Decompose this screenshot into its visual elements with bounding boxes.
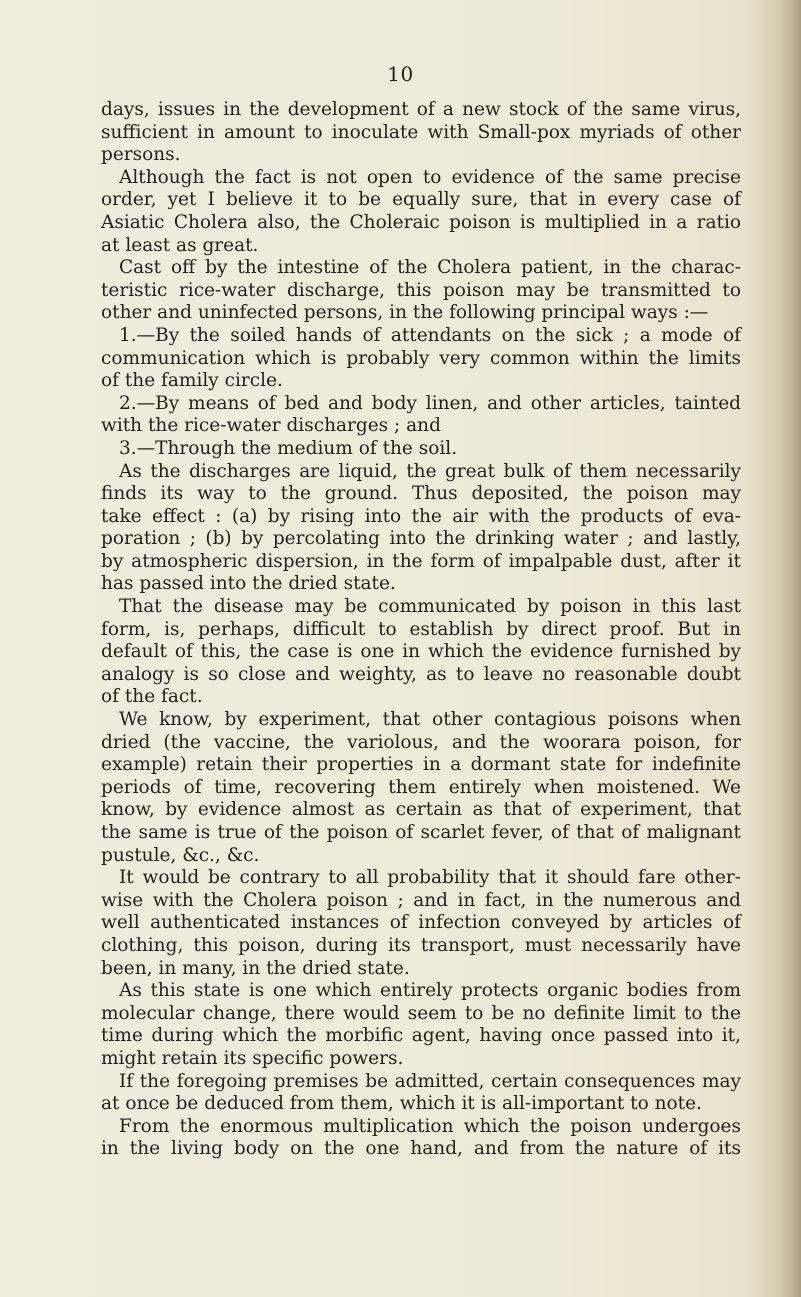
text-line: of the family circle. bbox=[101, 370, 283, 392]
text-line: know, by evidence almost as certain as that of experiment, that bbox=[101, 799, 741, 821]
text-line: by atmospheric dispersion, in the form of impalpable dust, after it bbox=[101, 550, 741, 572]
text-line: That the disease may be communicated by poison in this last bbox=[119, 596, 741, 618]
text-line: pustule, &c., &c. bbox=[101, 844, 260, 866]
text-line: well authenticated instances of infection conveyed by articles of bbox=[101, 912, 741, 934]
text-line: dried (the vaccine, the variolous, and the woorara poison, for bbox=[101, 731, 741, 753]
text-line: of the fact. bbox=[101, 686, 203, 708]
text-line: has passed into the dried state. bbox=[101, 573, 396, 595]
text-line: sufficient in amount to inoculate with Small-pox myriads of other bbox=[101, 121, 741, 143]
text-line: If the foregoing premises be admitted, certain consequences may bbox=[119, 1070, 741, 1092]
text-line: at once be deduced from them, which it is all-important to note. bbox=[101, 1093, 702, 1115]
text-line: communication which is probably very common within the limits bbox=[101, 347, 741, 369]
text-line: It would be contrary to all probability that it should fare other- bbox=[119, 867, 741, 889]
text-line: analogy is so close and weighty, as to leave no reasonable doubt bbox=[101, 663, 741, 685]
page-edge-shadow bbox=[779, 0, 801, 1297]
text-line: finds its way to the ground. Thus deposited, the poison may bbox=[101, 483, 741, 505]
text-line: at least as great. bbox=[101, 234, 259, 256]
text-line: in the living body on the one hand, and from the nature of its bbox=[101, 1138, 741, 1160]
text-line: clothing, this poison, during its transport, must necessarily have bbox=[101, 934, 741, 956]
text-line: days, issues in the development of a new stock of the same virus, bbox=[101, 99, 741, 120]
text-line: Asiatic Cholera also, the Choleraic poison is multiplied in a ratio bbox=[101, 211, 741, 233]
text-line: 1.—By the soiled hands of attendants on the sick ; a mode of bbox=[119, 324, 741, 346]
page-number: 10 bbox=[387, 62, 414, 86]
text-line: molecular change, there would seem to be no definite limit to the bbox=[101, 1002, 741, 1024]
text-line: We know, by experiment, that other contagious poisons when bbox=[119, 709, 741, 731]
text-line: 3.—Through the medium of the soil. bbox=[119, 437, 458, 459]
text-line: teristic rice-water discharge, this poison may be transmitted to bbox=[101, 279, 741, 301]
text-line: default of this, the case is one in which the evidence furnished by bbox=[101, 641, 741, 663]
text-line: As this state is one which entirely protects organic bodies from bbox=[119, 980, 741, 1002]
text-line: Cast off by the intestine of the Cholera patient, in the charac- bbox=[119, 257, 741, 279]
text-line: time during which the morbific agent, having once passed into it, bbox=[101, 1025, 741, 1047]
text-line: might retain its specific powers. bbox=[101, 1047, 404, 1069]
text-line: poration ; (b) by percolating into the drinking water ; and lastly, bbox=[101, 528, 741, 550]
text-line: periods of time, recovering them entirely when moistened. We bbox=[101, 776, 741, 798]
text-line: been, in many, in the dried state. bbox=[101, 957, 410, 979]
text-line: with the rice-water discharges ; and bbox=[101, 415, 441, 437]
text-line: order, yet I believe it to be equally sure, that in every case of bbox=[101, 189, 741, 211]
text-line: As the discharges are liquid, the great bulk of them necessarily bbox=[119, 460, 741, 482]
text-line: persons. bbox=[101, 144, 181, 166]
text-line: other and uninfected persons, in the following principal ways :— bbox=[101, 302, 709, 324]
text-line: 2.—By means of bed and body linen, and other articles, tainted bbox=[119, 392, 741, 414]
text-line: wise with the Cholera poison ; and in fact, in the numerous and bbox=[101, 889, 741, 911]
body-text bbox=[101, 99, 741, 1161]
text-line: example) retain their properties in a dormant state for indefinite bbox=[101, 754, 741, 776]
text-line: From the enormous multiplication which the poison undergoes bbox=[119, 1115, 741, 1137]
text-line: the same is true of the poison of scarlet fever, of that of malignant bbox=[101, 822, 741, 843]
text-line: Although the fact is not open to evidence of the same precise bbox=[119, 166, 741, 188]
text-line: form, is, perhaps, difficult to establish by direct proof. But in bbox=[101, 618, 741, 640]
text-line: take effect : (a) by rising into the air with the products of eva- bbox=[101, 505, 741, 527]
